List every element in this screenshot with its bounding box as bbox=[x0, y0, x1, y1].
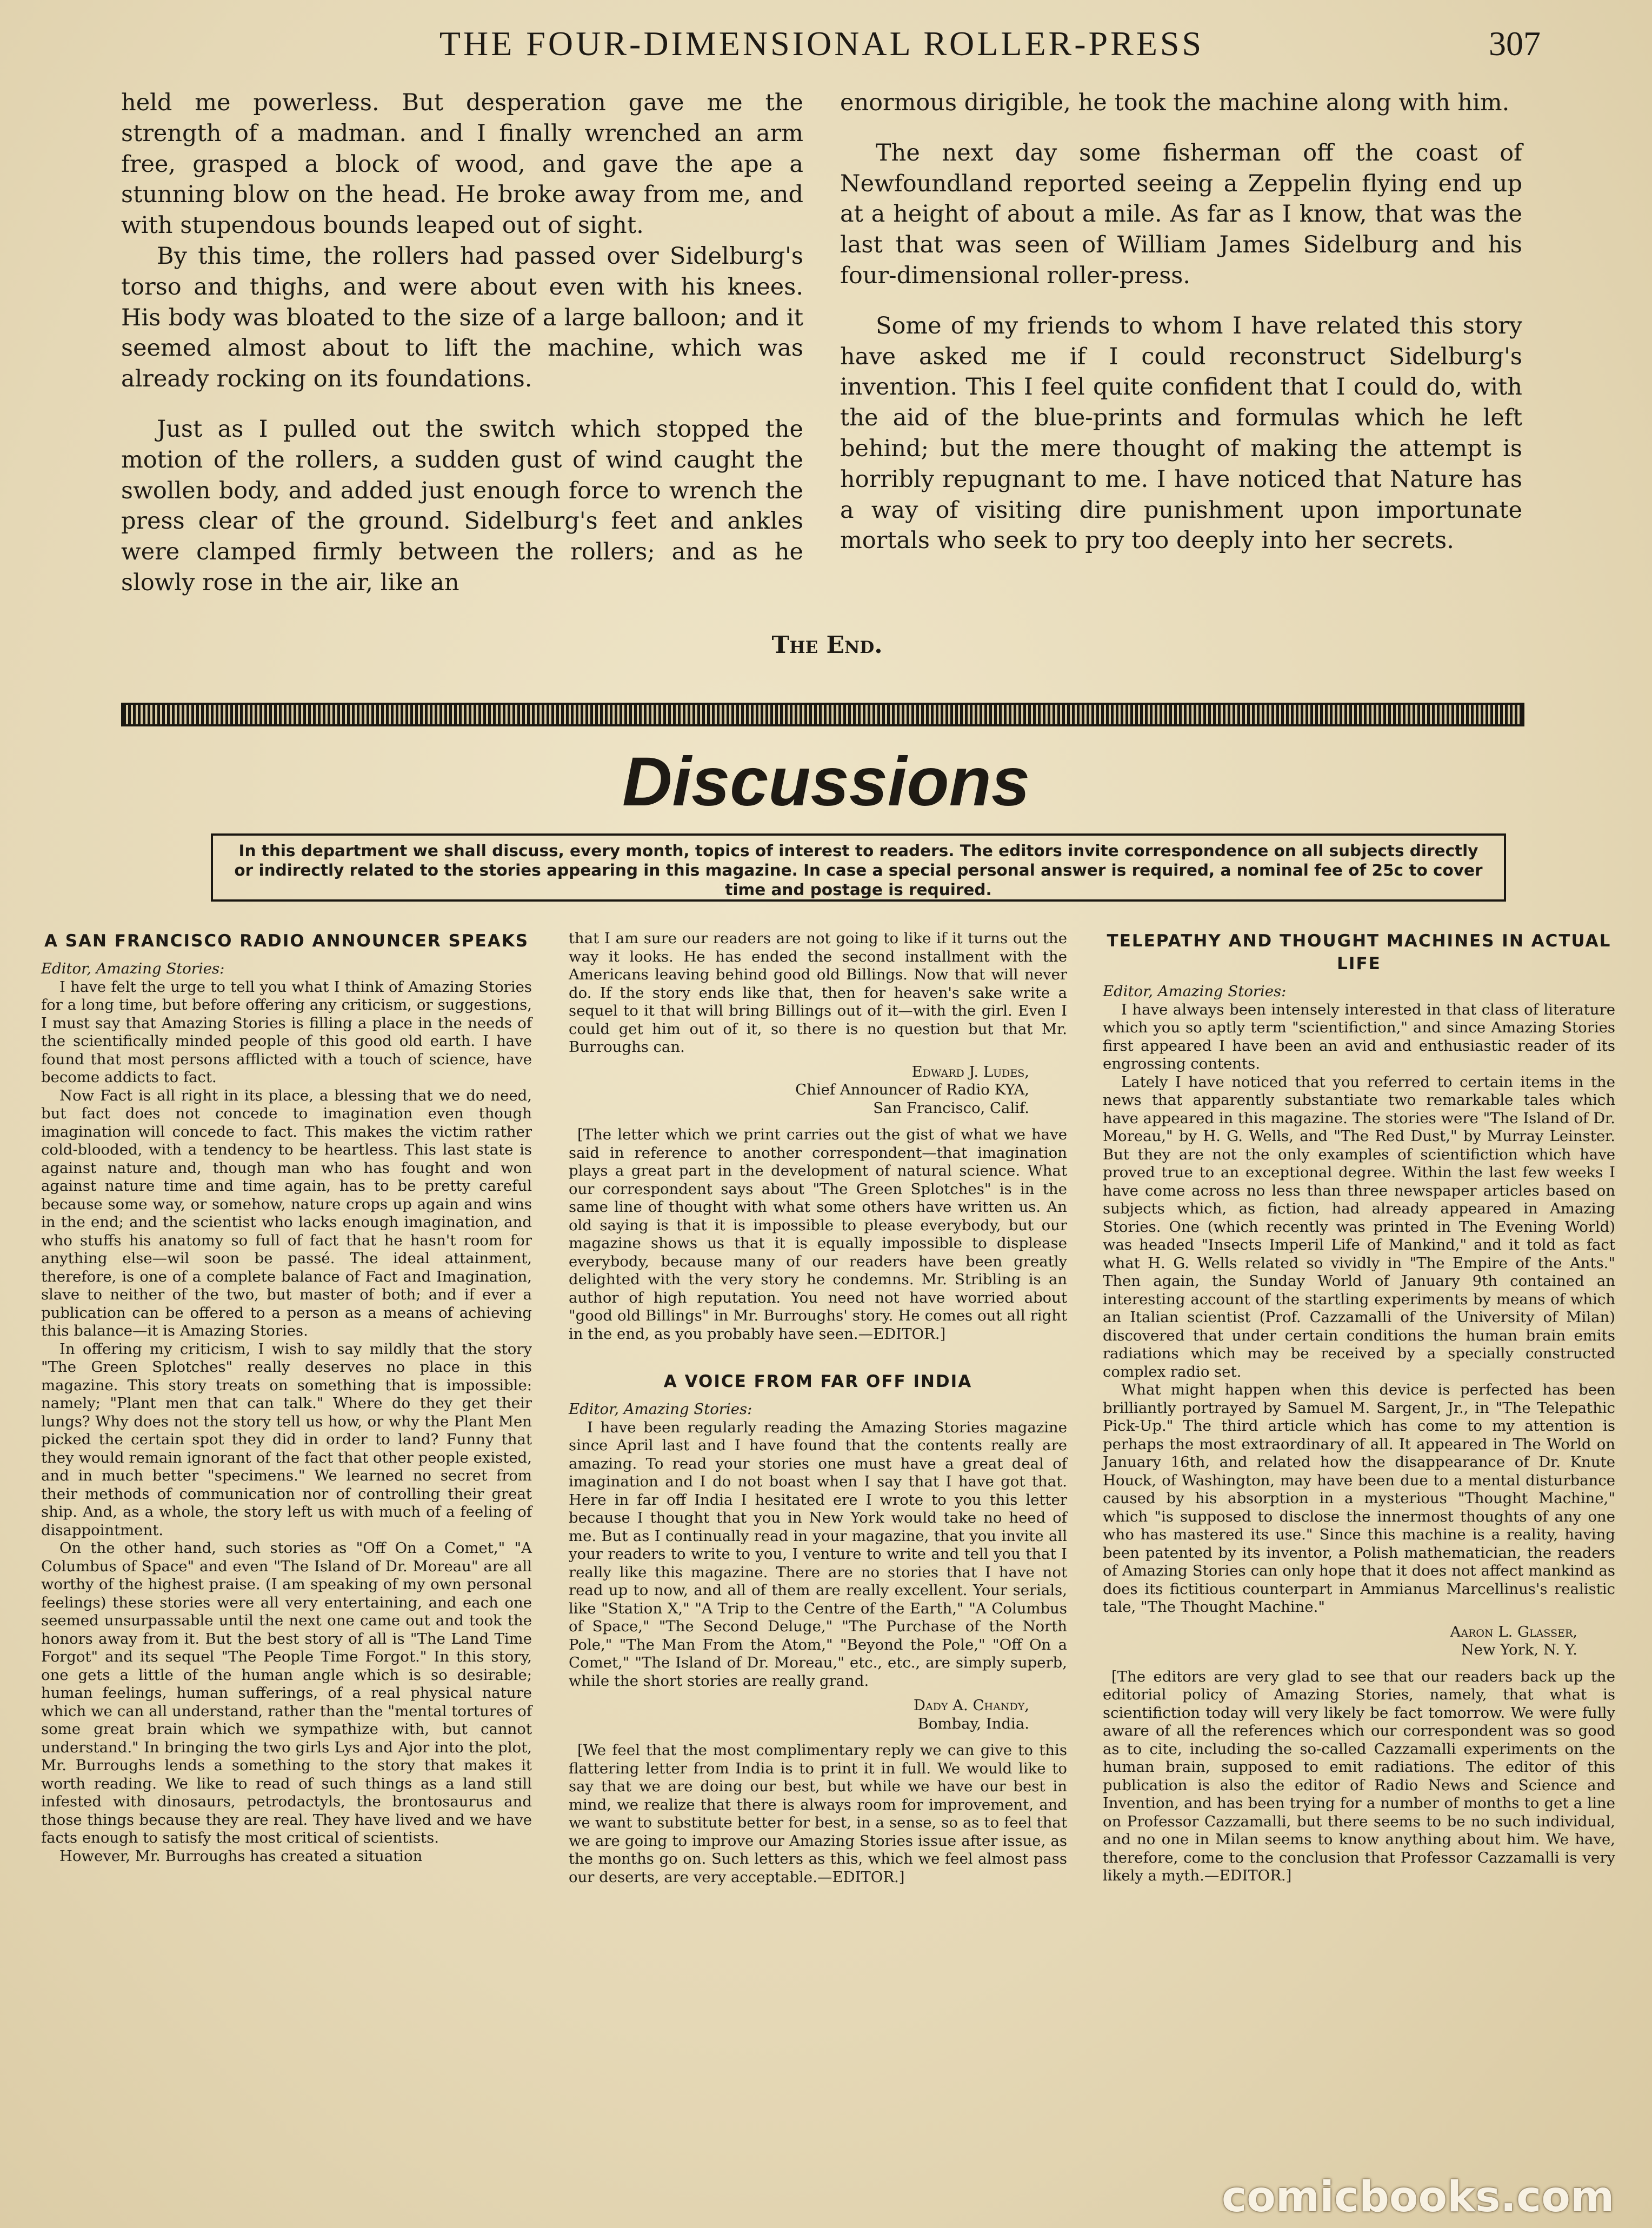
letter-signature bbox=[1103, 1623, 1615, 1659]
letter-signature bbox=[569, 1697, 1067, 1733]
story-paragraph: The next day some fisherman off the coast of Newfoundland reported seeing a Zeppelin flying end up at a height of about a mile. As far as I know, that was the last that was seen of William James Sidelburg and his four-dimensional roller-press. bbox=[840, 139, 1522, 289]
story-paragraph: held me powerless. But desperation gave me the strength of a madman. and I finally wrenched an arm free, grasped a block of wood, and gave the ape a stunning blow on the head. He broke away from me, and with stupendous bounds leaped out of sight. bbox=[121, 89, 803, 239]
letter-paragraph: I have always been intensely interested in that class of literature which you so aptly term "scientifiction," and since Amazing Stories first appeared I have been an avid and enthusiastic reader of its engrossing contents. bbox=[1103, 1000, 1615, 1072]
editor-reply: [The letter which we print carries out the gist of what we have said in reference to another correspondent—that imagination plays a great part in the development of natural science. What our correspondent says about "The Green Splotches" is in the same line of thought with what some others have written us. An old saying is that it is impossible to please everybody, but our magazine shows us that it is equally impossible to displease everybody, because many of our readers have been greatly delighted with the very story he condemns. Mr. Stribling is an author of high reputation. You need not have worried about "good old Billings" in Mr. Burroughs' story. He comes out all right in the end, as you probably have seen.—EDITOR.] bbox=[569, 1126, 1067, 1343]
letter-salutation: Editor, Amazing Stories: bbox=[1103, 983, 1287, 1000]
running-header-title: THE FOUR-DIMENSIONAL ROLLER-PRESS bbox=[439, 24, 1204, 63]
site-watermark: comicbooks.com bbox=[1222, 2173, 1615, 2222]
editor-reply: [The editors are very glad to see that our readers back up the editorial policy of Amazing Stories, namely, that what is scientifiction today will very likely be fact tomorrow. We were fully aware of all the references which our correspondent was so good as to cite, including the so-called Cazzamalli experiments on the human brain, supposed to emit radiations. The editor of this publication is also the editor of Radio News and Science and Invention, and has been trying for a number of months to get a line on Professor Cazzamalli, but there seems to be no such individual, and no one in Milan seems to know anything about him. We have, therefore, come to the conclusion that Professor Cazzamalli is very likely a myth.—EDITOR.] bbox=[1103, 1667, 1615, 1884]
letter-paragraph: However, Mr. Burroughs has created a situation bbox=[59, 1847, 423, 1865]
story-column-right bbox=[840, 88, 1522, 556]
story-end-mark: The End. bbox=[771, 631, 883, 659]
page-number: 307 bbox=[1489, 24, 1541, 63]
letter-paragraph: What might happen when this device is perfected has been brilliantly portrayed by Samuel M. Sargent, Jr., in "The Telepathic Pick-Up." The third article which has come to my attention is perhaps the most extraordinary of all. It appeared in The World on January 16th, and related how the disappearance of Dr. Knute Houck, of Washington, may have been due to a mental disturbance caused by his absorption in a mysterious "Thought Machine," which "is supposed to disclose the innermost thoughts of any one who has mastered its use." Since this machine is a reality, having been patented by its inventor, a Polish mathematician, the readers of Amazing Stories can only hope that it does not affect mankind as does its fictitious counterpart in Ammianus Marcellinus's realistic tale, "The Thought Machine." bbox=[1103, 1381, 1615, 1616]
story-paragraph: enormous dirigible, he took the machine along with him. bbox=[840, 89, 1510, 116]
story-paragraph: Just as I pulled out the switch which stopped the motion of the rollers, a sudden gust of wind caught the swollen body, and added just enough force to wrench the press clear of the ground. Sidelburg's feet and ankles were clamped firmly between the rollers; and as he slowly rose in the air, like an bbox=[121, 415, 803, 596]
editor-reply: [We feel that the most complimentary reply we can give to this flattering letter from India is to print it in full. We would like to say that we are doing our best, but while we have our best in mind, we realize that there is always room for improvement, and we want to substitute better for best, in a sense, so as to feel that we are going to improve our Amazing Stories issue after issue, as the months go on. Such letters as this, which we feel almost pass our deserts, are very acceptable.—EDITOR.] bbox=[569, 1742, 1067, 1886]
signature-name: Aaron L. Glasser, bbox=[1450, 1623, 1577, 1640]
department-intro-box: In this department we shall discuss, every month, topics of interest to readers. The editors invite correspondence on all subjects directly or indirectly related to the stories appearing in this magazine. In case a special personal answer is required, a nominal fee of 25c to cover time and postage is required. bbox=[211, 833, 1506, 902]
section-title: Discussions bbox=[622, 743, 1030, 821]
letter-signature bbox=[569, 1063, 1067, 1118]
letters-column-1 bbox=[41, 930, 532, 1865]
letter-paragraph: Lately I have noticed that you referred to certain items in the news that apparently substantiate two remarkable tales which have appeared in this magazine. The stories were "The Island of Dr. Moreau," by H. G. Wells, and "The Red Dust," by Murray Leinster. But they are not the only examples of scientifiction which have proved true to an exceptional degree. Within the last few weeks I have come across no less than three newspaper articles based on subjects which, as fiction, had already appeared in Amazing Stories. One (which recently was printed in The Evening World) was headed "Insects Imperil Life of Mankind," and it told as fact what H. G. Wells related so vividly in "The Empire of the Ants." Then again, the Sunday World of January 9th contained an interesting account of the startling experiments by means of which an Italian scientist (Prof. Cazzamalli of the University of Milan) discovered that under certain conditions the human brain emits radiations which may be received by a specially constructed complex radio set. bbox=[1103, 1073, 1615, 1380]
letter-heading: A VOICE FROM FAR OFF INDIA bbox=[663, 1372, 972, 1391]
signature-place: New York, N. Y. bbox=[1461, 1641, 1577, 1658]
signature-title: Chief Announcer of Radio KYA, bbox=[795, 1081, 1029, 1098]
letters-column-2 bbox=[569, 930, 1067, 1886]
letter-paragraph: In offering my criticism, I wish to say mildly that the story "The Green Splotches" really deserves no place in this magazine. This story treats on something that is impossible: namely; "Plant men that can talk." Where do they get their lungs? Why does not the story tell us how, or why the Plant Men picked the certain spot they did in order to land? Funny that they would remain ignorant of the fact that other people existed, and in much better "specimens." We learned no secret from their methods of communication nor of controlling their great ship. And, as a whole, the story left us with much of a feeling of disappointment. bbox=[41, 1340, 532, 1539]
signature-name: Dady A. Chandy, bbox=[913, 1697, 1029, 1714]
letter-salutation: Editor, Amazing Stories: bbox=[569, 1400, 752, 1418]
letter-salutation: Editor, Amazing Stories: bbox=[41, 960, 225, 977]
signature-place: San Francisco, Calif. bbox=[873, 1099, 1029, 1117]
letter-paragraph: I have felt the urge to tell you what I think of Amazing Stories for a long time, but before offering any criticism, or suggestions, I must say that Amazing Stories is filling a place in the needs of the scientifically minded people of this good old earth. I have found that most persons afflicted with a touch of science, have become addicts to fact. bbox=[41, 978, 532, 1086]
story-paragraph: By this time, the rollers had passed over Sidelburg's torso and thighs, and were about even with his knees. His body was bloated to the size of a large balloon; and it seemed almost about to lift the machine, which was already rocking on its foundations. bbox=[121, 242, 803, 393]
signature-place: Bombay, India. bbox=[917, 1715, 1029, 1732]
story-column-left bbox=[121, 88, 803, 598]
letter-paragraph: Now Fact is all right in its place, a blessing that we do need, but fact does not concede to imagination even though imagination will concede to fact. This makes the victim rather cold-blooded, with a tendency to be heartless. This last state is against nature and, though man who has fought and won against nature time and time again, has to be pretty careful because some way, or somehow, nature crops up again and wins in the end; and the scientist who lacks enough imagination, and who stuffs his anatomy so full of fact that he hasn't room for anything else—wil soon be passé. The ideal attainment, therefore, is one of a complete balance of Fact and Imagination, slave to neither of the two, but master of both; and if ever a publication can be offered to a person as a means of achieving this balance—it is Amazing Stories. bbox=[41, 1086, 532, 1339]
decorative-divider bbox=[121, 703, 1524, 726]
letters-column-3 bbox=[1103, 930, 1615, 1885]
letter-paragraph: that I am sure our readers are not going to like if it turns out the way it looks. He has ended the second installment with the Americans leaving behind good old Billings. Now that will never do. If the story ends like that, then for heaven's sake write a sequel to it that will bring Billings out of it—with the girl. Even I could get him out of it, so there is no question but that Mr. Burroughs can. bbox=[569, 930, 1067, 1056]
letter-heading: TELEPATHY AND THOUGHT MACHINES IN ACTUAL LIFE bbox=[1107, 931, 1611, 973]
signature-name: Edward J. Ludes, bbox=[911, 1063, 1029, 1080]
spacer bbox=[569, 1343, 1067, 1370]
letter-paragraph: I have been regularly reading the Amazing Stories magazine since April last and I have found that the contents really are amazing. To read your stories one must have a great deal of imagination and I do not boast when I say that I have got that. Here in far off India I hesitated ere I wrote to you this letter because I thought that you in New York would take no heed of me. But as I continually read in your magazine, that you invite all your readers to write to you, I venture to write and tell you that I really like this magazine. There are no stories that I have not read up to now, and all of them are really excellent. Your serials, like "Station X," "A Trip to the Centre of the Earth," "A Columbus of Space," "The Second Deluge," "The Purchase of the North Pole," "The Man From the Atom," "Beyond the Pole," "Off On a Comet," "The Island of Dr. Moreau," etc., etc., are simply superb, while the short stories are really grand. bbox=[569, 1418, 1067, 1690]
story-paragraph: Some of my friends to whom I have related this story have asked me if I could reconstruct Sidelburg's invention. This I feel quite confident that I could do, with the aid of the blue-prints and formulas which he left behind; but the mere thought of making the attempt is horribly repugnant to me. I have noticed that Nature has a way of visiting dire punishment upon importunate mortals who seek to pry too deeply into her secrets. bbox=[840, 312, 1522, 555]
letter-heading: A SAN FRANCISCO RADIO ANNOUNCER SPEAKS bbox=[44, 931, 529, 951]
letter-paragraph: On the other hand, such stories as "Off On a Comet," "A Columbus of Space" and even "The Island of Dr. Moreau" are all worthy of the highest praise. (I am speaking of my own personal feelings) these stories were all very entertaining, and each one seemed unsurpassable until the next one came out and took the honors away from it. But the best story of all is "The Land Time Forgot" and its sequel "The People Time Forgot." In this story, one gets a little of the human angle which is so desirable; human feelings, human sufferings, of a real physical nature which we can all understand, rather than the "mental tortures of some great brain which we sympathize with, but cannot understand." In bringing the two girls Lys and Ajor into the plot, Mr. Burroughs lends a something to the story that makes it worth reading. We like to read of such things as a land still infested with dinosaurs, petrodactyls, the brontosaurus and those things because they are real. They have lived and we have facts enough to satisfy the most critical of scientists. bbox=[41, 1539, 532, 1846]
